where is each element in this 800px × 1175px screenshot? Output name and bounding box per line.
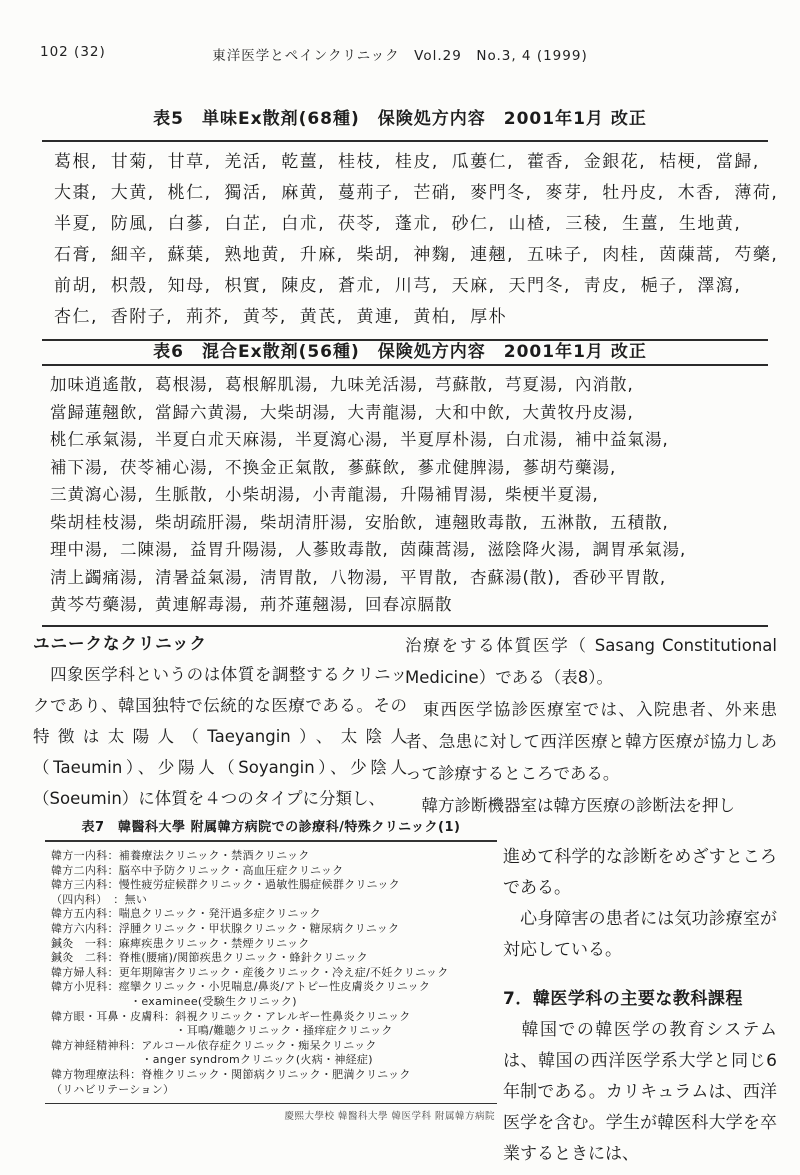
table6-row: 當歸蓮翹飲, 當歸六黄湯, 大柴胡湯, 大靑龍湯, 大和中飲, 大黄牧丹皮湯, (50, 402, 634, 422)
table7-line: 韓方物理療法科：脊椎クリニック・関節病クリニック・肥満クリニック (51, 1067, 411, 1081)
table6-title: 表6 混合Ex散剤(56種) 保険処方内容 2001年1月 改正 (153, 342, 647, 362)
kikou-paragraph: 心身障害の患者には気功診療室が対応している。 (503, 909, 777, 960)
diagnosis-continued-paragraph: 進めて科学的な診断をめざすところである。 (503, 847, 777, 898)
table7-line: 韓方神経精神科：アルコール依存症クリニック・痴呆クリニック (51, 1038, 377, 1052)
table6-row: 加味逍遙散, 葛根湯, 葛根解肌湯, 九味羌活湯, 芎蘇散, 芎夏湯, 內消散, (50, 375, 634, 394)
table5-row: 石膏, 細辛, 蘇葉, 熟地黄, 升麻, 柴胡, 神麴, 連翹, 五味子, 肉桂, 茵蔯蒿, 芍藥, (54, 245, 779, 265)
table7 (45, 816, 497, 1122)
table7-line: 韓方五内科：喘息クリニック・発汗過多症クリニック (51, 907, 321, 921)
table6 (42, 364, 768, 627)
table7-line: ・examinee(受験生クリニック) (51, 994, 297, 1008)
table7-line: ・耳鳴/難聴クリニック・掻痒症クリニック (51, 1024, 393, 1038)
table5-row: 杏仁, 香附子, 荊芥, 黄芩, 黄芪, 黄連, 黄柏, 厚朴 (54, 307, 508, 327)
table6-row: 補下湯, 茯苓補心湯, 不換金正氣散, 蔘蘇飲, 蔘朮健脾湯, 蔘胡芍藥湯, (50, 457, 617, 477)
body-column-left (33, 628, 407, 814)
table6-row: 桃仁承氣湯, 半夏白朮天麻湯, 半夏瀉心湯, 半夏厚朴湯, 白朮湯, 補中益氣湯, (50, 430, 669, 449)
table6-row: 黄芩芍藥湯, 黄連解毒湯, 荊芥蓮翹湯, 回春凉膈散 (50, 595, 453, 614)
page-header (0, 44, 800, 64)
tozai-paragraph: 東西医学協診医療室では、入院患者、外来患者、急患に対して西洋医療と韓方医療が協力しあって診療するところである。 (405, 700, 777, 783)
clinic-section-heading: ユニークなクリニック (33, 634, 208, 653)
table6-row: 淸上蠲痛湯, 清暑益氣湯, 淸胃散, 八物湯, 平胃散, 杏蘇湯(散), 香砂平胃散, (50, 567, 667, 587)
kampo-diagnosis-paragraph: 韓方診断機器室は韓方医療の診断法を押し (405, 796, 735, 815)
table7-line: 韓方二内科：脳卒中予防クリニック・高血圧症クリニック (51, 863, 344, 877)
sasang-paragraph: 治療をする体質医学（ Sasang Constitutional Medicine）である（表8）。 (405, 636, 777, 687)
table7-body (45, 840, 497, 1104)
table7-line: 韓方婦人科：更年期障害クリニック・産後クリニック・冷え症/不妊クリニック (51, 965, 449, 979)
table7-line: （四内科） ：無い (51, 892, 148, 906)
table5-row: 大棗, 大黄, 桃仁, 獨活, 麻黄, 蔓荊子, 芒硝, 麥門冬, 麥芽, 牡丹皮, 木香, 薄荷, (54, 183, 779, 203)
table7-line: 韓方一内科：補養療法クリニック・禁酒クリニック (51, 849, 310, 862)
table6-row: 理中湯, 二陳湯, 益胃升陽湯, 人蔘敗毒散, 茵蔯蒿湯, 滋陰降火湯, 調胃承氣湯, (50, 540, 687, 559)
table5-title: 表5 単味Ex散剤(68種) 保険処方内容 2001年1月 改正 (153, 109, 647, 129)
table7-line: 韓方眼・耳鼻・皮膚科：斜視クリニック・アレルギー性鼻炎クリニック (51, 1009, 411, 1023)
table7-line: （リハビリテーション） (51, 1082, 175, 1096)
table6-row: 三黄瀉心湯, 生脈散, 小柴胡湯, 小靑龍湯, 升陽補胃湯, 柴梗半夏湯, (50, 485, 599, 504)
table5-row: 前胡, 枳殼, 知母, 枳實, 陳皮, 蒼朮, 川芎, 天麻, 天門冬, 靑皮, 梔子, 澤瀉, (54, 276, 742, 296)
table7-line: 韓方小児科：痙攣クリニック・小児喘息/鼻炎/アトピー性皮膚炎クリニック (51, 980, 431, 994)
table7-line: 韓方六内科：浮腫クリニック・甲状腺クリニック・糖尿病クリニック (51, 921, 400, 935)
table7-credit: 慶熙大學校 韓醫科大學 韓医学科 附属韓方病院 (284, 1111, 495, 1123)
table7-line: 鍼灸 二科：脊椎(腰痛)/関節疾患クリニック・蜂針クリニック (51, 951, 368, 965)
table7-line: ・anger syndromクリニック(火病・神経症) (51, 1053, 373, 1067)
curriculum-section-heading: 7．韓医学科の主要な教科課程 (503, 989, 743, 1009)
body-column-right-bottom (503, 842, 777, 1170)
table5-row: 葛根, 甘菊, 甘草, 羌活, 乾薑, 桂枝, 桂皮, 瓜蔞仁, 藿香, 金銀花, 桔梗, 當歸, (54, 152, 760, 172)
table7-title: 表7 韓醫科大學 附属韓方病院での診療科/特殊クリニック(1) (81, 820, 461, 835)
table5-row: 半夏, 防風, 白蔘, 白芷, 白朮, 茯苓, 蓬朮, 砂仁, 山楂, 三稜, 生薑, 生地黄, (54, 214, 742, 234)
table7-line: 鍼灸 一科：麻痺疾患クリニック・禁煙クリニック (51, 936, 310, 950)
curriculum-paragraph: 韓国での韓医学の教育システムは、韓国の西洋医学系大学と同じ6年制である。カリキュラムは、西洋医学を含む。学生が韓医科大学を卒業するときには、 (503, 1020, 777, 1164)
table7-line: 韓方三内科：慢性疲労症候群クリニック・過敏性腸症候群クリニック (51, 878, 400, 892)
journal-title: 東洋医学とペインクリニック Vol.29 No.3, 4 (1999) (212, 48, 588, 64)
page-number: 102 (32) (40, 44, 106, 60)
table6-row: 柴胡桂枝湯, 柴胡疏肝湯, 柴胡清肝湯, 安胎飲, 連翹敗毒散, 五淋散, 五積散, (50, 512, 669, 532)
table5 (42, 140, 779, 341)
clinic-paragraph: 四象医学科というのは体質を調整するクリニックであり、韓国独特で伝統的な医療である。その特徴は太陽人（Taeyangin）、太陰人（Taeumin）、少陽人（Soyangin）、少陰人（Soeumin）に体質を４つのタイプに分類し、 (33, 665, 407, 808)
body-column-right-top (405, 630, 777, 822)
